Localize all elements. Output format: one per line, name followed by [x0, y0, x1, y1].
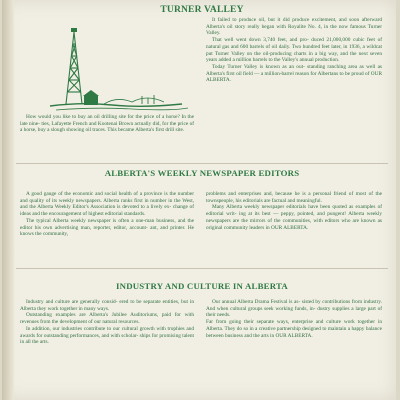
turner-valley-left-text: [20, 114, 194, 134]
section-divider: [16, 163, 388, 164]
industry-culture-right-text: [206, 299, 382, 339]
paragraph: In addition, our industries contribute to our cultural growth with trophies and awards for outstanding performances, and with scholar- ships for promising talent in all the arts.: [20, 325, 195, 346]
weekly-editors-right-text: [206, 191, 382, 231]
weekly-editors-title: ALBERTA'S WEEKLY NEWSPAPER EDITORS: [104, 168, 300, 178]
turner-valley-right-text: [206, 17, 382, 84]
paragraph: Outstanding examples are Alberta's Jubilee Auditoriums, paid for with revenues from the development of our natural resources.: [20, 312, 194, 326]
paragraph: Today Turner Valley is known as an out- standing ranching area as well as Alberta's first oil field — a million-barrel reason for Albertans to be proud of OUR ALBERTA.: [206, 63, 382, 84]
paragraph: How would you like to buy an oil drilling site for the price of a horse? In the late nine- ties, Lafayette French and Kootenai Brown actually did, for the price of a horse, buy a slough showing oil traces. This became Alberta's first drill site.: [20, 114, 195, 134]
turner-valley-title: TURNER VALLEY: [160, 5, 244, 15]
brochure-page: [2, 0, 396, 400]
paragraph: A good gauge of the economic and social health of a province is the number and quality of its weekly newspapers. Alberta ranks first in number in the West, and the Alberta Weekly Editor's Association is devoted to a lively ex- change of ideas and the encouragement of highest editorial standards.: [20, 191, 194, 218]
industry-culture-title: INDUSTRY AND CULTURE IN ALBERTA: [116, 281, 288, 291]
weekly-editors-left-text: [20, 191, 194, 238]
paragraph: problems and enterprises and, because he is a personal friend of most of the townspeople, his editorials are factual and meaningful.: [206, 191, 382, 204]
paragraph: Our annual Alberta Drama Festival is as- sisted by contributions from industry. And when cultural groups seek working funds, in- dustry supplies a large part of their needs.: [206, 299, 383, 319]
paragraph: That well went down 3,740 feet, and pro- duced 21,000,000 cubic feet of natural gas and 600 barrels of oil daily. Two hundred feet later, in 1936, a wildcat put Turner Valley on the oil-producing charts in a big way, and the next seven years added a million barrels to the Valley's annual production.: [206, 37, 382, 64]
industry-culture-left-text: [20, 299, 194, 346]
paragraph: Industry and culture are generally consid- ered to be separate entities, but in Alberta they work together in many ways.: [20, 299, 194, 312]
section-divider: [16, 268, 388, 269]
oil-derrick-illustration: [42, 22, 192, 114]
paragraph: It failed to produce oil, but it did produce excitement, and soon afterward Alberta's oil story really began with Royalite No. 4, in the now famous Turner Valley.: [206, 17, 382, 37]
paragraph: Many Alberta weekly newspaper editorials have been quoted as examples of editorial writ- ing at its best — peppy, pointed, and pungent! Alberta weekly newspapers are the mirrors of the communities, with editors who are known as original community leaders in OUR ALBERTA.: [206, 204, 382, 231]
paragraph: Far from going their separate ways, enterprise and culture work together in Alberta. They do so in a creative partnership designed to maintain a happy balance between business and the arts in OUR ALBERTA.: [206, 319, 383, 339]
page-spine-shadow: [2, 0, 14, 400]
paragraph: The typical Alberta weekly newspaper is often a one-man business, and the editor his own advertising man, reporter, editor, account- ant, and printer. He knows the community,: [20, 217, 194, 238]
